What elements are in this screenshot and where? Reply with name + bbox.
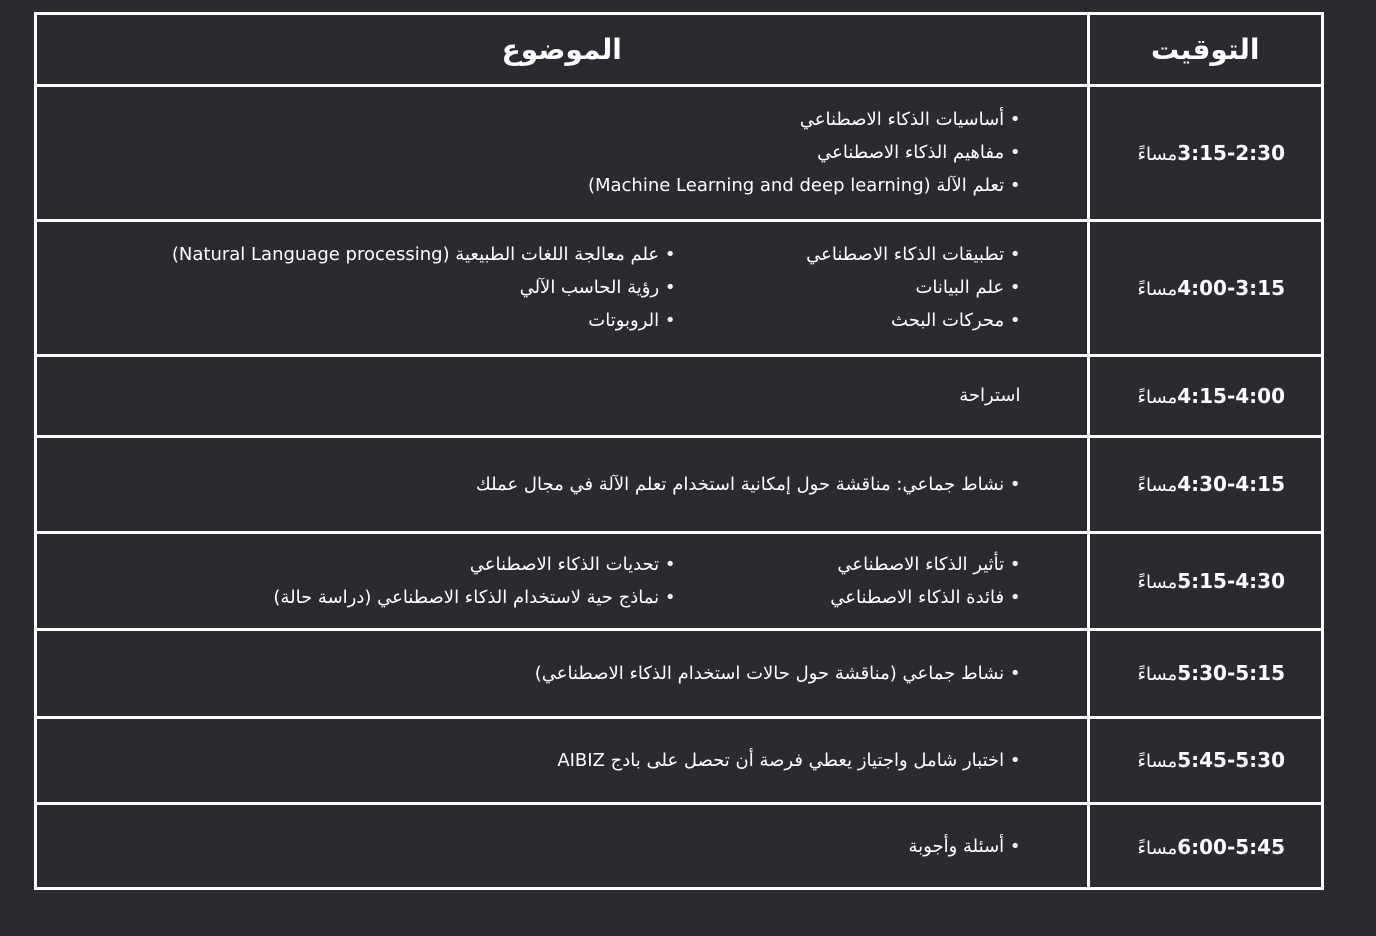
time-suffix: مساءً (1137, 475, 1178, 496)
time-suffix: مساءً (1137, 664, 1178, 685)
topic-list (172, 238, 676, 337)
topic-columns (37, 103, 1021, 202)
topic-columns (37, 744, 1021, 777)
topic-cell (37, 629, 1088, 717)
break-label: استراحة (959, 385, 1021, 406)
topic-list (676, 548, 1021, 614)
topic-columns (37, 238, 1021, 337)
topic-cell (37, 532, 1088, 629)
time-suffix: مساءً (1137, 837, 1178, 859)
topic-item: • فائدة الذكاء الاصطناعي (676, 581, 1021, 614)
table-row (37, 436, 1321, 532)
time-cell (1088, 220, 1321, 355)
topic-item: • تطبيقات الذكاء الاصطناعي (676, 238, 1021, 271)
topic-item: • تعلم الآلة (Machine Learning and deep learning) (37, 169, 1021, 202)
table-row (37, 355, 1321, 436)
topic-item: • نشاط جماعي: مناقشة حول إمكانية استخدام تعلم الآلة في مجال عملك (37, 468, 1021, 501)
time-range: 5:15-4:30 (1177, 568, 1285, 593)
topic-item: • تحديات الذكاء الاصطناعي (273, 548, 675, 581)
topic-item: • نماذج حية لاستخدام الذكاء الاصطناعي (دراسة حالة) (273, 581, 675, 614)
topic-list (37, 103, 1021, 202)
topic-list (273, 548, 675, 614)
table-row (37, 717, 1321, 803)
topic-columns (37, 468, 1021, 501)
time-range: 5:45-5:30 (1177, 748, 1285, 772)
time-suffix: مساءً (1137, 278, 1178, 300)
topic-list (37, 657, 1021, 690)
topic-cell (37, 717, 1088, 803)
topic-list (37, 468, 1021, 501)
schedule-frame (34, 12, 1324, 890)
topic-cell (37, 85, 1088, 220)
time-cell (1088, 803, 1321, 889)
topic-cell (37, 803, 1088, 889)
table-row (37, 532, 1321, 629)
time-range: 4:30-4:15 (1177, 472, 1285, 496)
header-topic: الموضوع (37, 15, 1088, 85)
topic-item: • مفاهيم الذكاء الاصطناعي (37, 136, 1021, 169)
time-cell (1088, 436, 1321, 532)
topic-cell (37, 355, 1088, 436)
topic-cell (37, 220, 1088, 355)
header-row (37, 15, 1321, 85)
time-suffix: مساءً (1137, 571, 1178, 593)
topic-columns (37, 548, 1021, 614)
table-row (37, 803, 1321, 889)
time-range: 3:15-2:30 (1177, 140, 1285, 165)
topic-list (37, 744, 1021, 777)
time-suffix: مساءً (1137, 143, 1178, 165)
schedule-rows (37, 85, 1321, 889)
topic-columns (37, 657, 1021, 690)
topic-item: • محركات البحث (676, 304, 1021, 337)
time-cell (1088, 717, 1321, 803)
topic-item: • أساسيات الذكاء الاصطناعي (37, 103, 1021, 136)
time-cell (1088, 629, 1321, 717)
table-row (37, 85, 1321, 220)
topic-item: • أسئلة وأجوبة (37, 830, 1021, 863)
schedule-table (37, 15, 1321, 889)
topic-list (676, 238, 1021, 337)
table-row (37, 220, 1321, 355)
topic-item: • الروبوتات (172, 304, 676, 337)
topic-list (37, 830, 1021, 863)
time-range: 4:15-4:00 (1177, 383, 1285, 408)
topic-item: • رؤية الحاسب الآلي (172, 271, 676, 304)
time-range: 6:00-5:45 (1177, 834, 1285, 859)
topic-item: • اختبار شامل واجتياز يعطي فرصة أن تحصل على بادج AIBIZ (37, 744, 1021, 777)
time-suffix: مساءً (1137, 751, 1178, 772)
time-range: 5:30-5:15 (1177, 661, 1285, 685)
time-range: 4:00-3:15 (1177, 275, 1285, 300)
topic-item: • نشاط جماعي (مناقشة حول حالات استخدام الذكاء الاصطناعي) (37, 657, 1021, 690)
header-time: التوقيت (1088, 15, 1321, 85)
table-row (37, 629, 1321, 717)
time-cell (1088, 85, 1321, 220)
topic-cell (37, 436, 1088, 532)
time-cell (1088, 532, 1321, 629)
topic-item: • علم البيانات (676, 271, 1021, 304)
topic-item: • تأثير الذكاء الاصطناعي (676, 548, 1021, 581)
time-cell (1088, 355, 1321, 436)
topic-columns (37, 830, 1021, 863)
time-suffix: مساءً (1137, 386, 1178, 408)
topic-item: • علم معالجة اللغات الطبيعية (Natural Language processing) (172, 238, 676, 271)
